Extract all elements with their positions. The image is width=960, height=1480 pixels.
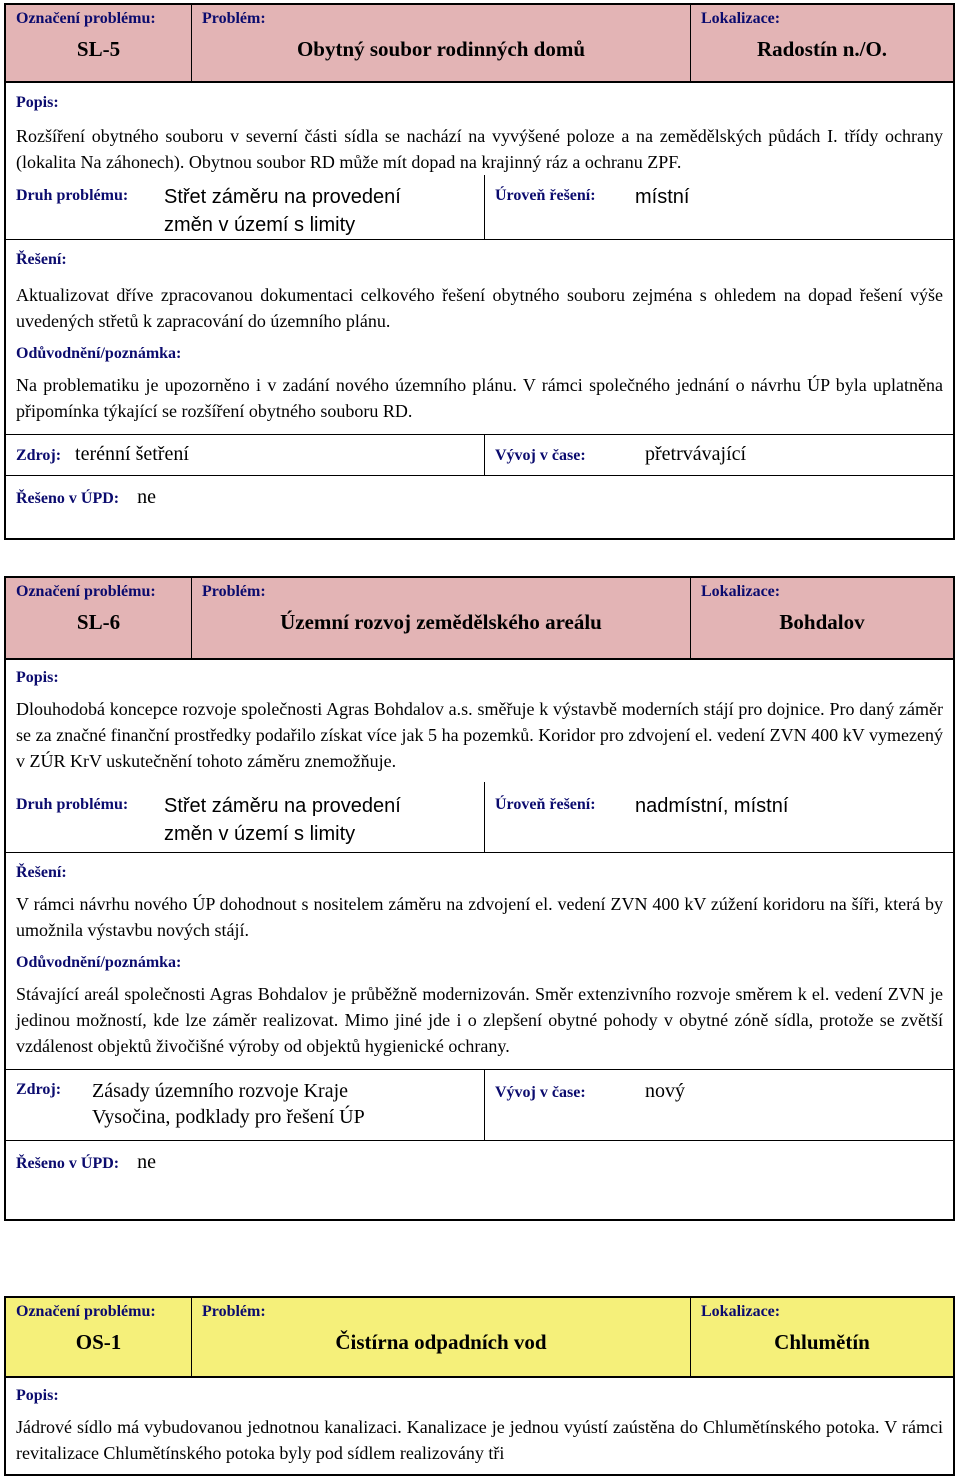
solution-section <box>6 250 953 424</box>
type-level-row <box>6 175 953 240</box>
source-value-line1: Zásady územního rozvoje Kraje <box>92 1080 349 1102</box>
type-level-row <box>6 782 953 853</box>
source-cell <box>6 435 484 475</box>
solved-row <box>6 476 953 510</box>
problem-card-os1 <box>4 1296 955 1476</box>
code-cell <box>6 5 192 81</box>
desc-label: Popis: <box>16 1387 59 1404</box>
source-label: Zdroj: <box>16 1081 62 1098</box>
solved-row <box>6 1141 953 1175</box>
type-cell <box>6 782 484 852</box>
note-text: Stávající areál společnosti Agras Bohdalov je průběžně modernizován. Směr extenzivního rozvoje směrem k el. vedení ZVN je jedinou možností, kde lze záměr realizovat. Mimo jiné jde i o zlepšení obytné pohody v obytné zóně sídla, protože se zvětší vzdálenost objektů živočišné výroby od objektů hygienické ochrany. <box>16 984 943 1056</box>
type-value-line2: změn v území s limity <box>164 823 356 845</box>
card-header <box>6 1298 953 1378</box>
solved-value: ne <box>137 486 156 508</box>
trend-value: nový <box>645 1080 685 1102</box>
problem-code: OS-1 <box>75 1330 122 1354</box>
solution-section <box>6 863 953 1059</box>
type-value-line1: Střet záměru na provedení <box>164 795 401 817</box>
note-label: Odůvodnění/poznámka: <box>16 954 182 971</box>
problem-label: Problém: <box>202 1303 266 1320</box>
type-label: Druh problému: <box>16 187 129 204</box>
code-cell <box>6 578 192 658</box>
source-trend-row <box>6 434 953 476</box>
code-label: Označení problému: <box>16 1303 156 1320</box>
source-cell <box>6 1070 484 1140</box>
card-body <box>6 1386 953 1466</box>
code-label: Označení problému: <box>16 583 156 600</box>
card-header <box>6 578 953 660</box>
description-text: Rozšíření obytného souboru v severní části sídla se nachází na vyvýšené poloze a na zemědělských půdách I. třídy ochrany (lokalita Na záhonech). Obytnou soubor RD může mít dopad na krajinný ráz a ochranu ZPF. <box>16 126 943 172</box>
location-cell <box>691 578 953 658</box>
problem-cell <box>192 578 691 658</box>
problem-title: Územní rozvoj zemědělského areálu <box>280 610 602 634</box>
level-cell <box>484 782 953 852</box>
type-value-line2: změn v území s limity <box>164 214 356 236</box>
type-value-line1: Střet záměru na provedení <box>164 186 401 208</box>
solution-label: Řešení: <box>16 864 67 881</box>
problem-label: Problém: <box>202 10 266 27</box>
level-value: nadmístní, místní <box>635 795 789 817</box>
type-label: Druh problému: <box>16 796 129 813</box>
source-value-line2: Vysočina, podklady pro řešení ÚP <box>92 1106 365 1128</box>
card-body <box>6 668 953 774</box>
solution-label: Řešení: <box>16 251 67 268</box>
location-value: Radostín n./O. <box>756 37 888 61</box>
code-cell <box>6 1298 192 1376</box>
problem-card-sl5 <box>4 3 955 540</box>
location-cell <box>691 1298 953 1376</box>
level-cell <box>484 175 953 239</box>
trend-value: přetrvávající <box>645 443 747 465</box>
description-text: Jádrové sídlo má vybudovanou jednotnou kanalizaci. Kanalizace je jednou vyústí zaústěna do Chlumětínského potoka. V rámci revitalizace Chlumětínského potoka byly pod sídlem realizovány tři <box>16 1417 943 1463</box>
problem-cell <box>192 1298 691 1376</box>
card-header <box>6 5 953 83</box>
solution-text: V rámci návrhu nového ÚP dohodnout s nositelem záměru na zdvojení el. vedení ZVN 400 kV zúžení koridoru na šíři, která by umožnila výstavbu nových stájí. <box>16 894 943 940</box>
description-text: Dlouhodobá koncepce rozvoje společnosti Agras Bohdalov a.s. směřuje k výstavbě moderních stájí pro dojnice. Pro daný záměr se za značné finanční prostředky podařilo získat více jak 5 ha pozemků. Koridor pro zdvojení el. vedení ZVN 400 kV vymezený v ZÚR KrV uskutečnění tohoto záměru znemožňuje. <box>16 699 943 771</box>
problem-card-sl6 <box>4 576 955 1221</box>
location-label: Lokalizace: <box>701 583 781 600</box>
level-value: místní <box>635 186 690 208</box>
source-label: Zdroj: <box>16 447 62 464</box>
solved-label: Řešeno v ÚPD: <box>16 490 120 507</box>
trend-cell <box>484 435 953 475</box>
source-value <box>92 1078 365 1140</box>
type-value <box>164 792 401 852</box>
trend-label: Vývoj v čase: <box>495 447 586 464</box>
solved-value: ne <box>137 1151 156 1173</box>
type-cell <box>6 175 484 239</box>
location-label: Lokalizace: <box>701 10 781 27</box>
location-value: Chlumětín <box>774 1330 870 1354</box>
code-label: Označení problému: <box>16 10 156 27</box>
note-label: Odůvodnění/poznámka: <box>16 345 182 362</box>
source-value: terénní šetření <box>75 443 189 465</box>
solution-text: Aktualizovat dříve zpracovanou dokumentaci celkového řešení obytného souboru zejména s ohledem na dopad řešení výše uvedených střetů k zapracování do územního plánu. <box>16 285 943 331</box>
note-text: Na problematiku je upozorněno i v zadání nového územního plánu. V rámci společného jednání o návrhu ÚP byla uplatněna připomínka týkající se rozšíření obytného souboru RD. <box>16 375 943 421</box>
level-label: Úroveň řešení: <box>495 796 596 813</box>
location-cell <box>691 5 953 81</box>
desc-label: Popis: <box>16 94 59 111</box>
problem-title: Obytný soubor rodinných domů <box>296 37 586 61</box>
problem-label: Problém: <box>202 583 266 600</box>
level-label: Úroveň řešení: <box>495 187 596 204</box>
problem-code: SL-6 <box>76 610 121 634</box>
type-value <box>164 183 401 239</box>
trend-cell <box>484 1070 953 1140</box>
solved-label: Řešeno v ÚPD: <box>16 1155 120 1172</box>
desc-label: Popis: <box>16 669 59 686</box>
problem-cell <box>192 5 691 81</box>
location-label: Lokalizace: <box>701 1303 781 1320</box>
problem-title: Čistírna odpadních vod <box>335 1330 547 1354</box>
problem-code: SL-5 <box>76 37 121 61</box>
source-trend-row <box>6 1069 953 1141</box>
card-body <box>6 93 953 175</box>
location-value: Bohdalov <box>779 610 865 634</box>
trend-label: Vývoj v čase: <box>495 1084 586 1101</box>
